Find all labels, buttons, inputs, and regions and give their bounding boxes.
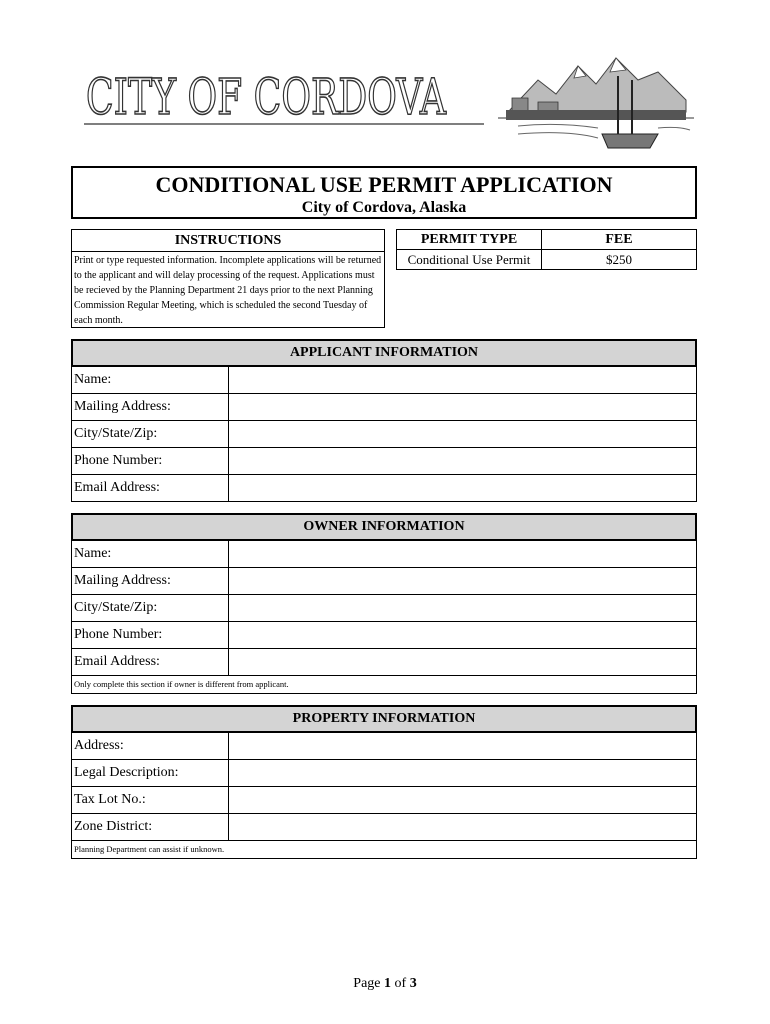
form-row xyxy=(72,475,696,502)
field-label: Email Address: xyxy=(72,649,229,675)
form-row xyxy=(72,760,696,787)
form-row xyxy=(72,421,696,448)
fee-value: $250 xyxy=(542,250,697,270)
page-of: of xyxy=(394,976,407,991)
property-section-heading: PROPERTY INFORMATION xyxy=(71,705,697,733)
field-label: Name: xyxy=(72,541,229,567)
page-total: 3 xyxy=(409,976,417,991)
form-subtitle: City of Cordova, Alaska xyxy=(301,199,467,216)
page-number xyxy=(0,976,770,992)
form-row xyxy=(72,394,696,421)
owner-city-state-zip-field[interactable] xyxy=(229,595,696,621)
owner-section-note: Only complete this section if owner is different from applicant. xyxy=(71,676,697,694)
form-row xyxy=(72,448,696,475)
field-label: Mailing Address: xyxy=(72,568,229,594)
field-label: Phone Number: xyxy=(72,448,229,474)
form-row xyxy=(72,568,696,595)
harbor-mountain-illustration xyxy=(498,50,694,156)
field-label: Address: xyxy=(72,733,229,759)
permit-type-table xyxy=(396,229,697,270)
property-legal-description-field[interactable] xyxy=(229,760,696,786)
page-word: Page xyxy=(353,976,381,991)
field-label: City/State/Zip: xyxy=(72,421,229,447)
field-label: Tax Lot No.: xyxy=(72,787,229,813)
property-address-field[interactable] xyxy=(229,733,696,759)
form-row xyxy=(72,367,696,394)
field-label: City/State/Zip: xyxy=(72,595,229,621)
instructions-box xyxy=(71,229,385,328)
property-section-note: Planning Department can assist if unknown. xyxy=(71,841,697,859)
field-label: Email Address: xyxy=(72,475,229,501)
form-row xyxy=(72,649,696,676)
city-of-cordova-logo-text xyxy=(84,56,484,126)
instructions-heading: INSTRUCTIONS xyxy=(72,230,384,252)
owner-mailing-address-field[interactable] xyxy=(229,568,696,594)
applicant-phone-field[interactable] xyxy=(229,448,696,474)
owner-phone-field[interactable] xyxy=(229,622,696,648)
field-label: Legal Description: xyxy=(72,760,229,786)
form-title-box xyxy=(71,166,697,219)
applicant-city-state-zip-field[interactable] xyxy=(229,421,696,447)
field-label: Mailing Address: xyxy=(72,394,229,420)
logo-wordmark: CITY OF CORDOVA xyxy=(86,68,447,126)
form-row xyxy=(72,541,696,568)
field-label: Name: xyxy=(72,367,229,393)
field-label: Zone District: xyxy=(72,814,229,840)
form-row xyxy=(72,733,696,760)
owner-email-field[interactable] xyxy=(229,649,696,675)
field-label: Phone Number: xyxy=(72,622,229,648)
form-row xyxy=(72,622,696,649)
property-zone-district-field[interactable] xyxy=(229,814,696,840)
fee-heading: FEE xyxy=(542,230,697,250)
property-section xyxy=(71,705,697,859)
owner-name-field[interactable] xyxy=(229,541,696,567)
form-row xyxy=(72,787,696,814)
owner-section-heading: OWNER INFORMATION xyxy=(71,513,697,541)
applicant-section xyxy=(71,339,697,502)
permit-type-value: Conditional Use Permit xyxy=(397,250,542,270)
applicant-section-heading: APPLICANT INFORMATION xyxy=(71,339,697,367)
form-title: CONDITIONAL USE PERMIT APPLICATION xyxy=(155,172,613,197)
form-row xyxy=(72,595,696,622)
form-row xyxy=(72,814,696,841)
permit-type-heading: PERMIT TYPE xyxy=(397,230,542,250)
instructions-text: Print or type requested information. Incomplete applications will be returned to the applicant and will delay processing of the request. Applications must be recieved by the Planning Department 21 days prior to the next Planning Commission Regular Meeting, which is scheduled the second Tuesday of each month. xyxy=(74,255,382,326)
city-logo xyxy=(84,46,696,158)
page-current: 1 xyxy=(384,976,392,991)
applicant-email-field[interactable] xyxy=(229,475,696,501)
property-tax-lot-field[interactable] xyxy=(229,787,696,813)
applicant-name-field[interactable] xyxy=(229,367,696,393)
owner-section xyxy=(71,513,697,694)
applicant-mailing-address-field[interactable] xyxy=(229,394,696,420)
